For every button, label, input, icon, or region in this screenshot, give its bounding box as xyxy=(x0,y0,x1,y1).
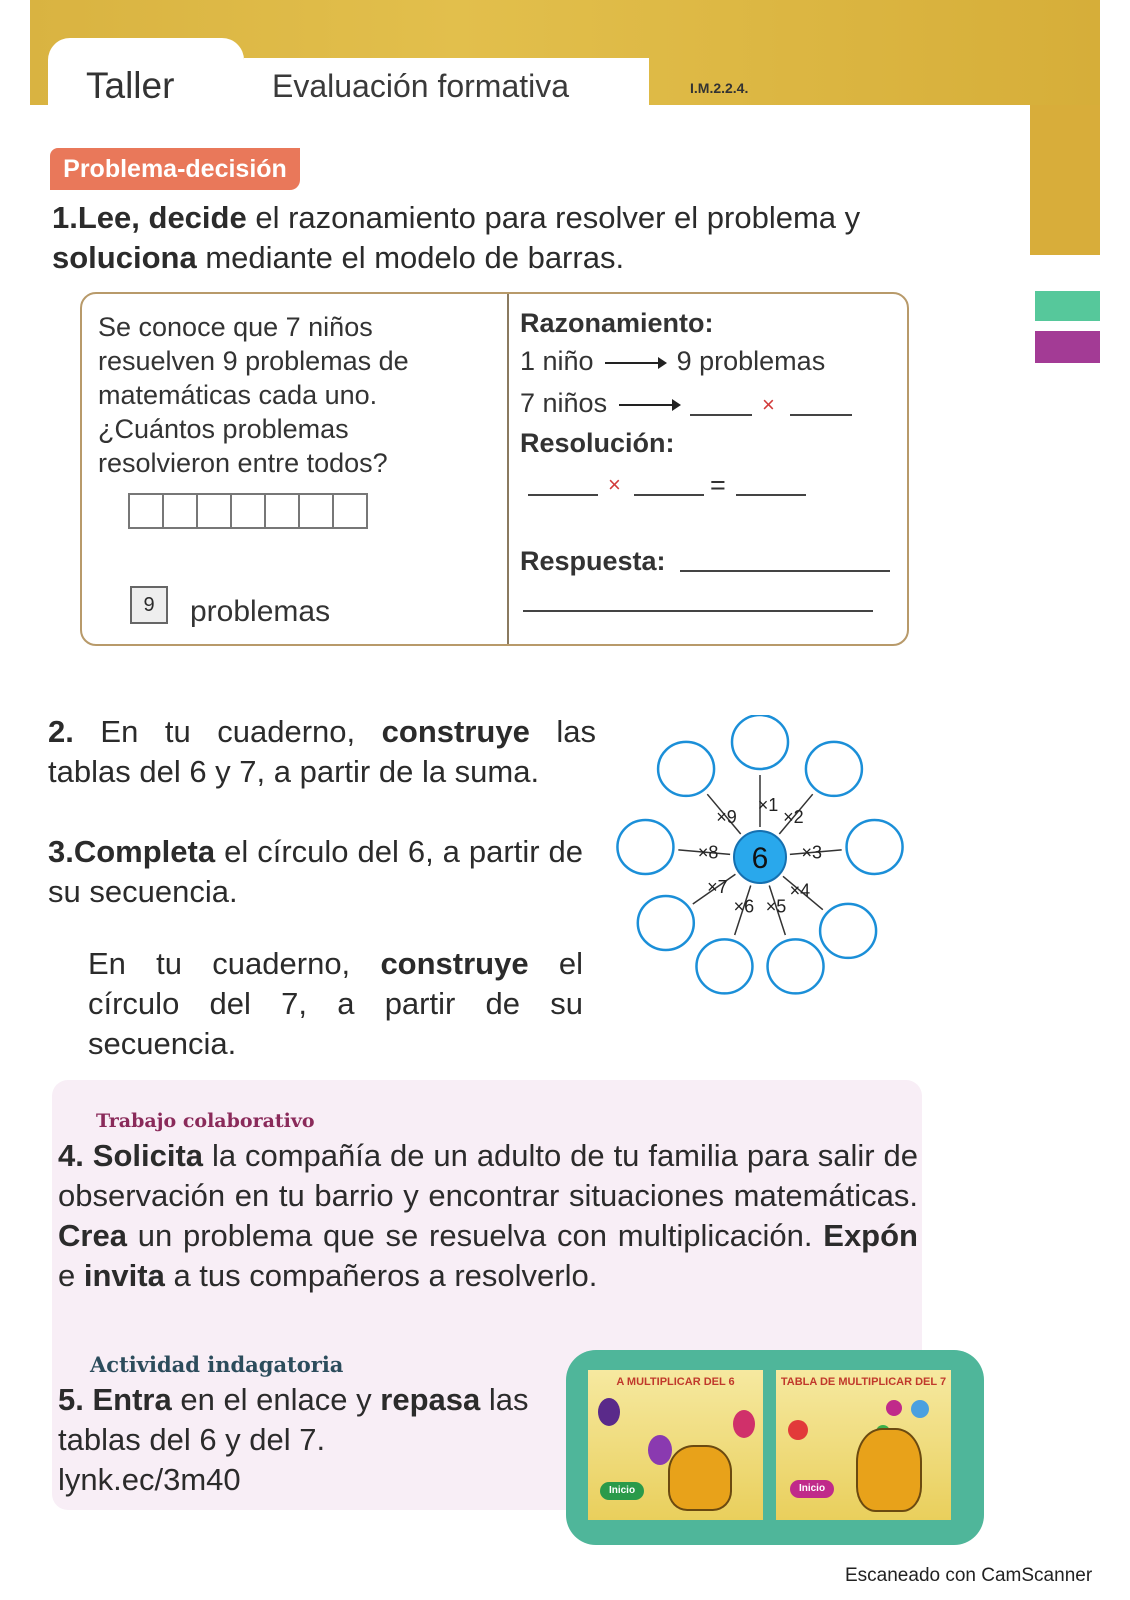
question-1 xyxy=(52,198,952,278)
resolution-blank-2[interactable] xyxy=(634,494,704,496)
times-sign: × xyxy=(608,472,621,497)
bar-model xyxy=(128,493,366,529)
answer-circle[interactable] xyxy=(617,820,673,874)
dot-icon xyxy=(788,1420,808,1440)
q2-number: 2. xyxy=(48,714,74,749)
skill-code: I.M.2.2.4. xyxy=(690,80,749,96)
resolution-blank-3[interactable] xyxy=(736,494,806,496)
r2-left: 7 niños xyxy=(520,388,608,418)
tablet-screen-2 xyxy=(776,1370,951,1520)
balloon-icon xyxy=(598,1398,620,1426)
multiplier-label: ×7 xyxy=(707,876,728,897)
answer-circle[interactable] xyxy=(768,939,824,993)
q1-bold-2: soluciona xyxy=(52,240,197,275)
unit-label: problemas xyxy=(190,595,331,628)
q4-text-2: un problema que se resuelva con multiplicación. xyxy=(126,1218,824,1253)
answer-circle[interactable] xyxy=(847,820,903,874)
q5-text-1: en el enlace y xyxy=(171,1382,381,1417)
balloon-icon xyxy=(648,1435,672,1465)
q4-text-1: la compañía de un adulto de tu familia para salir de observación en tu barrio y encontrar situaciones matemáticas. xyxy=(58,1138,918,1213)
screen-2-title: TABLA DE MULTIPLICAR DEL 7 xyxy=(780,1376,947,1388)
multiplication-circle-diagram xyxy=(600,715,920,1035)
dot-icon xyxy=(886,1400,902,1416)
q5-bold-1: Entra xyxy=(92,1382,172,1417)
monster-icon xyxy=(668,1445,732,1511)
bar-cell xyxy=(230,493,266,529)
q4-number: 4. xyxy=(58,1138,84,1173)
inicio-button[interactable]: Inicio xyxy=(600,1482,644,1500)
answer-circle[interactable] xyxy=(638,896,694,950)
q3-p2-bold: construye xyxy=(380,946,529,981)
bar-cell xyxy=(298,493,334,529)
question-2 xyxy=(48,712,596,792)
q5-number: 5. xyxy=(58,1382,84,1417)
question-5 xyxy=(58,1380,558,1500)
multiplier-label: ×2 xyxy=(783,807,804,828)
collab-title: Trabajo colaborativo xyxy=(96,1110,315,1132)
answer-blank-2[interactable] xyxy=(523,610,873,612)
equals-sign: = xyxy=(710,470,726,500)
reasoning-blank-1[interactable] xyxy=(690,414,752,416)
inicio-button[interactable]: Inicio xyxy=(790,1480,834,1498)
q3-bold: Completa xyxy=(73,834,216,869)
q3-text: el círculo del 6, a partir de su secuencia. xyxy=(48,834,583,909)
resolution-blank-1[interactable] xyxy=(528,494,598,496)
q2-text-1: En tu cuaderno, xyxy=(73,714,382,749)
q4-bold-2: Crea xyxy=(58,1218,127,1253)
multiplier-label: ×4 xyxy=(789,880,811,901)
answer-circle[interactable] xyxy=(658,742,714,796)
razonamiento-title: Razonamiento: xyxy=(520,308,714,338)
answer-blank-1[interactable] xyxy=(680,570,890,572)
resource-link[interactable]: lynk.ec/3m40 xyxy=(58,1462,241,1497)
multiplier-label: ×1 xyxy=(757,795,779,815)
r1-right: 9 problemas xyxy=(676,346,826,376)
q3-number: 3. xyxy=(48,834,74,869)
q1-bold-1: Lee, decide xyxy=(77,200,247,235)
answer-circle[interactable] xyxy=(820,904,876,958)
balloon-icon xyxy=(733,1410,755,1438)
arrow-icon xyxy=(605,362,665,364)
question-3-part-2 xyxy=(88,944,583,1064)
r1-left: 1 niño xyxy=(520,346,594,376)
q4-text-3: e xyxy=(58,1258,84,1293)
tab-evaluacion-label: Evaluación formativa xyxy=(272,68,570,104)
section-badge: Problema-decisión xyxy=(50,148,300,190)
q2-bold: construye xyxy=(381,714,530,749)
center-number: 6 xyxy=(751,842,769,875)
dot-icon xyxy=(911,1400,929,1418)
bar-cell xyxy=(332,493,368,529)
bar-cell xyxy=(264,493,300,529)
q1-text-1: el razonamiento para resolver el problema y xyxy=(246,200,861,235)
tablet-illustration xyxy=(566,1350,984,1545)
problem-box-divider xyxy=(507,294,509,644)
screen-1-title: A MULTIPLICAR DEL 6 xyxy=(616,1376,735,1388)
q4-bold-4: invita xyxy=(83,1258,165,1293)
q3-p2-text-1: En tu cuaderno, xyxy=(88,946,381,981)
q1-number: 1. xyxy=(52,200,78,235)
multiplier-label: ×6 xyxy=(733,896,755,917)
bar-cell xyxy=(128,493,164,529)
reasoning-row-1 xyxy=(520,346,825,377)
q4-bold-3: Expón xyxy=(823,1218,918,1253)
tab-taller-label: Taller xyxy=(86,65,175,106)
bar-cell xyxy=(162,493,198,529)
multiplier-label: ×5 xyxy=(765,896,787,917)
question-4 xyxy=(58,1136,918,1296)
scanner-footer: Escaneado con CamScanner xyxy=(845,1565,1093,1586)
multiplier-label: ×8 xyxy=(697,842,719,863)
indagatoria-title: Actividad indagatoria xyxy=(90,1352,344,1377)
q3-p2-text-2: el círculo del 7, a partir de su secuencia. xyxy=(88,946,583,1061)
right-decorative-band xyxy=(1030,105,1100,255)
side-tab-green xyxy=(1035,291,1100,321)
side-tab-purple xyxy=(1035,331,1100,363)
q1-text-2: mediante el modelo de barras. xyxy=(196,240,625,275)
q5-text-2: las tablas del 6 y del 7. xyxy=(58,1382,529,1457)
times-sign: × xyxy=(762,392,775,417)
resolucion-title: Resolución: xyxy=(520,428,675,458)
respuesta-title: Respuesta: xyxy=(520,546,666,576)
arrow-icon xyxy=(619,404,679,406)
q4-text-4: a tus compañeros a resolverlo. xyxy=(164,1258,598,1293)
unit-value-box: 9 xyxy=(130,586,168,624)
monster-icon xyxy=(856,1428,922,1512)
q4-bold-1: Solicita xyxy=(92,1138,204,1173)
q5-bold-2: repasa xyxy=(380,1382,481,1417)
bar-cell xyxy=(196,493,232,529)
answer-circle[interactable] xyxy=(732,715,788,769)
reasoning-blank-2[interactable] xyxy=(790,414,852,416)
multiplier-label: ×9 xyxy=(716,807,737,828)
q2-text-2: las tablas del 6 y 7, a partir de la suma. xyxy=(48,714,596,789)
reasoning-row-2 xyxy=(520,388,683,419)
tablet-screen-1 xyxy=(588,1370,763,1520)
answer-circle[interactable] xyxy=(806,742,862,796)
answer-circle[interactable] xyxy=(696,939,752,993)
right-band-gap xyxy=(1030,255,1100,290)
problem-statement: Se conoce que 7 niños resuelven 9 problemas de matemáticas cada uno. ¿Cuántos problemas resolvieron entre todos? xyxy=(98,312,409,478)
multiplier-label: ×3 xyxy=(801,842,823,863)
question-3 xyxy=(48,832,583,912)
